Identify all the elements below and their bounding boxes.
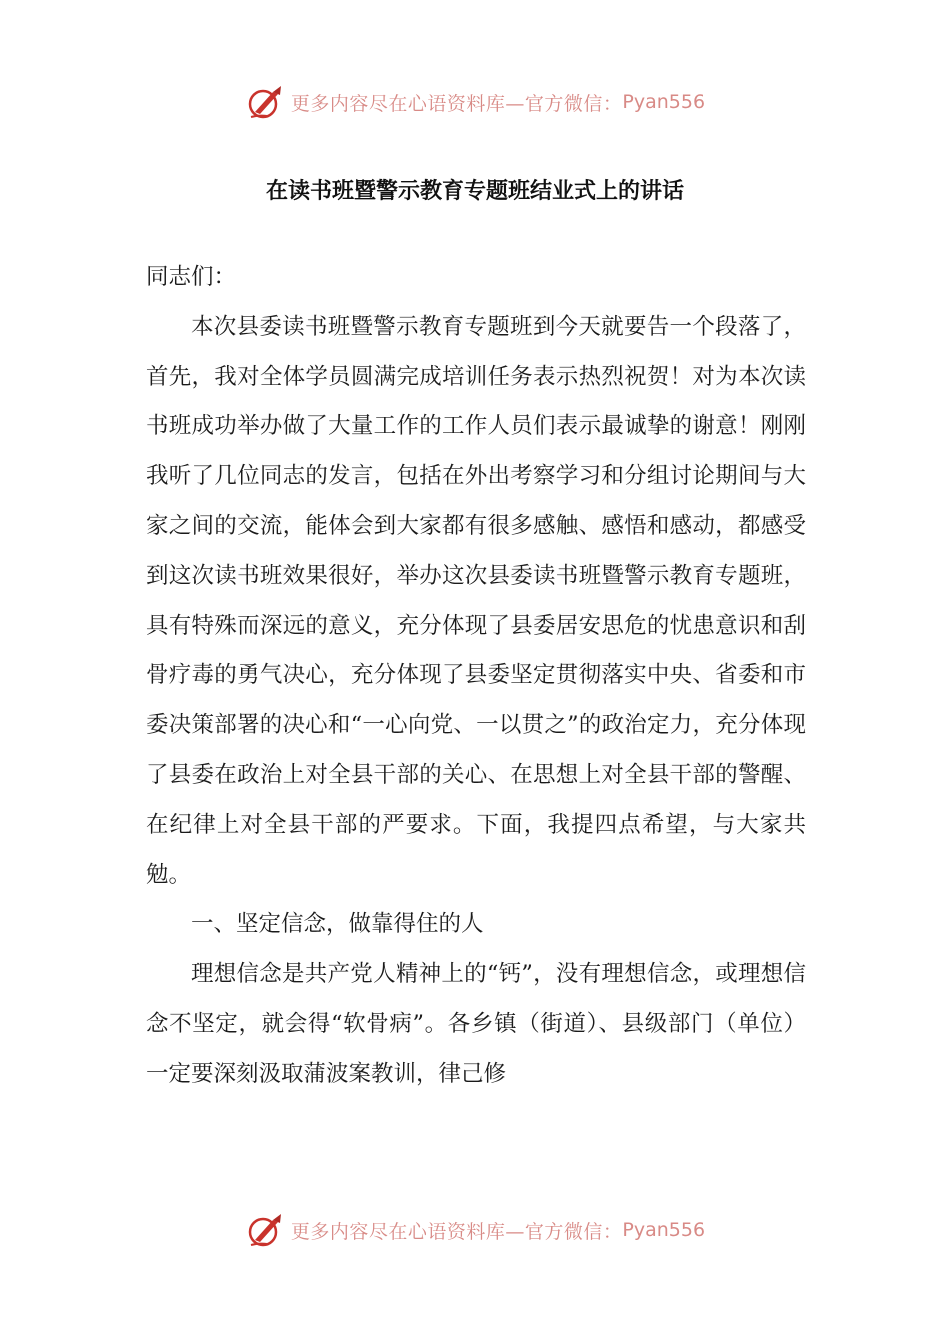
- pen-logo-icon: [245, 1210, 285, 1250]
- watermark-header: [0, 82, 950, 122]
- paragraph-section-one: 理想信念是共产党人精神上的“钙”，没有理想信念，或理想信念不坚定，就会得“软骨病”。各乡镇（街道）、县级部门（单位）一定要深刻汲取蒲波案教训，律己修: [146, 961, 806, 1087]
- pen-logo-icon: [245, 82, 285, 122]
- watermark-wechat-id: Pyan556: [622, 1219, 706, 1241]
- watermark-wechat-id: Pyan556: [622, 91, 706, 113]
- paragraph-intro: 本次县委读书班暨警示教育专题班到今天就要告一个段落了，首先，我对全体学员圆满完成培训任务表示热烈祝贺！对为本次读书班成功举办做了大量工作的工作人员们表示最诚挚的谢意！刚刚我听了几位同志的发言，包括在外出考察学习和分组讨论期间与大家之间的交流，能体会到大家都有很多感触、感悟和感动，都感受到这次读书班效果很好，举办这次县委读书班暨警示教育专题班，具有特殊而深远的意义，充分体现了县委居安思危的忧患意识和刮骨疗毒的勇气决心，充分体现了县委坚定贯彻落实中央、省委和市委决策部署的决心和“一心向党、一以贯之”的政治定力，充分体现了县委在政治上对全县干部的关心、在思想上对全县干部的警醒、在纪律上对全县干部的严要求。下面，我提四点希望，与大家共勉。: [146, 313, 806, 888]
- watermark-text: 更多内容尽在心语资料库—官方微信：: [290, 1220, 623, 1243]
- document-body: [146, 253, 806, 1100]
- section-heading: 一、坚定信念，做靠得住的人: [191, 911, 484, 938]
- salutation: 同志们：: [146, 264, 237, 290]
- watermark-footer: [0, 1210, 950, 1250]
- document-title: 在读书班暨警示教育专题班结业式上的讲话: [265, 178, 684, 204]
- watermark-text: 更多内容尽在心语资料库—官方微信：: [290, 92, 623, 115]
